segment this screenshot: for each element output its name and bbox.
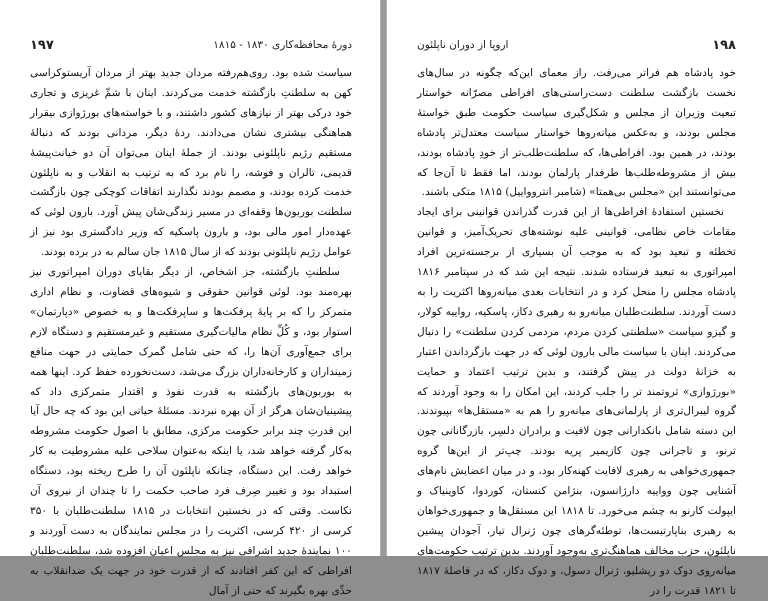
left-paragraph-1: سیاست شده بود. روی‌هم‌رفته مردان جدید بهتر از مردان آریستوکراسی کهن به سلطنتِ بازگشته خدمت می‌کردند. اینان با شمِّ غریزی و تجاری خود درکی بهتر از نیازهای کشور داشتند، و با خواسته‌های بورژوازی بیقرار هماهنگی بیشتری نشان می‌دادند. ردهٔ دیگر، مردانی بودند که دنبالهٔ مستقیم رژیم ناپلئونی بودند. از جملهٔ اینان می‌توان آن دو خیانت‌پیشهٔ قدیمی، تالران و فوشه، را نام برد که به ترتیب به انقلاب و به ناپلئون خدمت کرده بودند، و مصمم بودند نگذارند اتفاقات کوچکی چون بازگشت سلطنت بوربون‌ها وقفه‌ای در مسیر زندگی‌شان پیش آورد. بارون لوئی که عهده‌دار امور مالی بود، و بارون پاسکیه که وزیر دادگستری بود نیز از عوامل رژیم ناپلئونی بودند که از سال ۱۸۱۵ جان سالم به در برده بودند.: [30, 67, 352, 259]
left-page: [0, 0, 381, 597]
right-page-body: [417, 64, 736, 597]
right-paragraph-2: نخستین استفادهٔ افراطی‌ها از این قدرت گذراندن قوانینی برای ایجاد مقامات خاص نظامی، قوانینی علیه نوشته‌های تحریک‌آمیز، و قوانین تخطئه و تبعید بود که به موجب آن بسیاری از برجسته‌ترین افراد امپراتوری به تبعید فرستاده شدند. نتیجه این شد که در سپتامبر ۱۸۱۶ پادشاه مجلس را منحل کرد و در انتخابات بعدی میانه‌روها اکثریت را به دست آوردند. سلطنت‌طلبان میانه‌رو به رهبری دکاز، پاسکیه، رواییه کولار، و گیزو سیاست «سلطنتی کردن مردم، مردمی کردن سلطنت» را دنبال می‌کردند. اینان با سیاست مالی بارون لوئی که در جهت بازگرداندن اعتبار به خزانهٔ دولت در پیش گرفتند، و بدین ترتیب اعتماد و حمایت «بورژوازی» ثروتمند تر را جلب کردند، این امکان را به وجود آوردند که گروه لیبرال‌تری از پارلمانی‌های میانه‌رو را هم به «مستقل‌ها» بپیوندند. این دسته شامل بانکدارانی چون لافیت و برادران دلسِر، بازرگانانی چون ترنو، و تاجرانی چون کازیمیر پریه بودند. چپ‌تر از این‌ها گروه جمهوری‌خواهی به رهبری لافایت کهنه‌کار بود، و در میان اعضایش نام‌های آشنایی چون وواییه دارژانسون، بنژامن کنستان، کوردوا، کاوینیاک و ایپولت کارنو به چشم می‌خورد. تا ۱۸۱۸ این مستقل‌ها و جمهوری‌خواهان به رهبری بناپارتیست‌ها، توطئه‌گرهای چون ژنرال تیار، آجودان پیشین ناپلئون، حزب مخالف هماهنگ‌تری به‌وجود آوردند. بدین ترتیب حکومت‌های میانه‌روی دوک دو ریشلیو، ژنرال دسول، و دوک دکاز، که در فاصلهٔ ۱۸۱۷ تا ۱۸۲۱ قدرت را در: [417, 206, 736, 597]
right-page: [386, 0, 768, 597]
right-page-number: ۱۹۸: [712, 37, 736, 53]
left-running-head: دورهٔ محافظه‌کاری ۱۸۳۰ - ۱۸۱۵: [213, 39, 352, 51]
left-page-body: [30, 64, 353, 597]
right-paragraph-1: خود پادشاه هم فراتر می‌رفت. راز معمای این‌که چگونه در سال‌های نخست بازگشت سلطنت دست‌راستی‌های افراطی مصرّانه خواستار تبعیت وزیران از مجلس و شکل‌گیری سیاست حکومت طبق خواستهٔ مجلس بودند، و به‌عکس میانه‌روها خواستار سیاست معتدل‌تر پادشاه بودند، در همین بود. افراطی‌ها، که سلطنت‌طلب‌تر از خودِ پادشاه بودند، بیش از مشروطه‌طلب‌ها طرفدار پارلمان بودند، اما فقط تا آن‌جا که می‌توانستند این «مجلس بی‌همتا» (شامبر انتروواییل) ۱۸۱۵ متکی باشند.: [417, 67, 736, 199]
right-running-head: اروپا از دوران ناپلئون: [417, 39, 509, 51]
left-paragraph-2: سلطنتِ بازگشته، جز اشخاص، از دیگر بقایای دوران امپراتوری نیز بهره‌مند بود. لوئی قوانین حقوقی و شیوه‌های قضاوت، و نظام اداری متمرکز را که بر پایهٔ پرفکت‌ها و ساپرفکت‌ها و به خصوص «دپارتمان» استوار بود، و کُلِّ نظام مالیات‌گیری مستقیم و غیرمستقیم و دستگاه لازم برای جمع‌آوری آن‌ها را، که حتی شامل گمرک حمایتی در جهت منافع زمینداران و کارخانه‌داران بزرگ می‌شد، دست‌نخورده حفظ کرد. اینها همه به بوربون‌های بازگشته به قدرت نفوذ و اقتدار متمرکزی داد که پیشینیان‌شان هرگز از آن بهره نبردند. مسئلهٔ حیاتی این بود که چه حال آیا این قدرتِ چند برابر حکومت مرکزی، مطابق با اصول حکومت مشروطه به‌کار گرفته خواهد شد، یا اینکه به‌عنوان سلاحی علیه مشروطیت به کار خواهد رفت. این دستگاه، چنانکه ناپلئون آن را طرح ریخته بود، دستگاه استبداد بود و تغییر صِرف فرد صاحب حکمت را تا چندان از نیروی آن نکاست. وقتی که در نخستین انتخابات در ۱۸۱۵ سلطنت‌طلبان با ۳۵۰ کرسی از ۴۲۰ کرسی، اکثریت را در مجلس نمایندگان به دست آوردند و ۱۰۰ نمایندهٔ جدید اشرافی نیز به مجلس اعیان افزوده شد، سلطنت‌طلبان افراطی که این کفر افتادند که از قدرت خود در جهت یک ضدانقلاب به حدِّی بهره بگیرند که حتی از آمال: [30, 266, 353, 597]
left-page-number: ۱۹۷: [30, 37, 54, 53]
left-page-header: [30, 36, 352, 54]
right-page-header: [417, 36, 736, 54]
